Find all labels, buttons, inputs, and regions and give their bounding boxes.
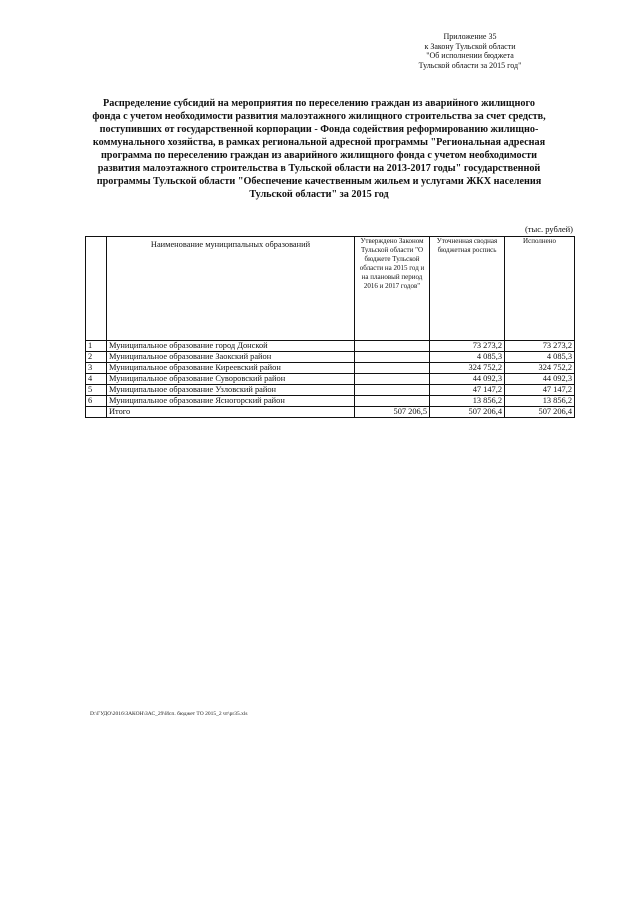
total-approved: 507 206,5 xyxy=(355,407,430,418)
appendix-line: Тульской области за 2015 год" xyxy=(418,60,522,70)
row-executed: 4 085,3 xyxy=(505,352,575,363)
row-revised: 324 752,2 xyxy=(430,363,505,374)
row-name: Муниципальное образование Заокский район xyxy=(107,352,355,363)
row-executed: 44 092,3 xyxy=(505,374,575,385)
table-row xyxy=(86,385,575,396)
units-label: (тыс. рублей) xyxy=(524,224,573,234)
appendix-line: "Об исполнении бюджета xyxy=(426,51,514,60)
row-executed: 324 752,2 xyxy=(505,363,575,374)
row-name: Муниципальное образование Ясногорский район xyxy=(107,396,355,407)
table-row xyxy=(86,396,575,407)
header-executed: Исполнено xyxy=(505,237,575,341)
row-revised: 13 856,2 xyxy=(430,396,505,407)
row-name: Муниципальное образование Узловский район xyxy=(107,385,355,396)
appendix-line: к Закону Тульской области xyxy=(424,41,516,51)
table-header-row xyxy=(86,237,575,341)
row-executed: 73 273,2 xyxy=(505,341,575,352)
row-approved xyxy=(355,385,430,396)
header-index xyxy=(86,237,107,341)
row-executed: 13 856,2 xyxy=(505,396,575,407)
row-revised: 44 092,3 xyxy=(430,374,505,385)
row-revised: 4 085,3 xyxy=(430,352,505,363)
row-approved xyxy=(355,396,430,407)
table-row xyxy=(86,363,575,374)
row-name: Муниципальное образование Суворовский район xyxy=(107,374,355,385)
table-row xyxy=(86,341,575,352)
total-label: Итого xyxy=(107,407,355,418)
table-row xyxy=(86,352,575,363)
total-index xyxy=(86,407,107,418)
header-approved: Утверждено Законом Тульской области "О бюджете Тульской области на 2015 год и на плановый период 2016 и 2017 годов" xyxy=(355,237,430,341)
appendix-caption xyxy=(390,32,550,70)
row-name: Муниципальное образование город Донской xyxy=(107,341,355,352)
row-revised: 73 273,2 xyxy=(430,341,505,352)
document-title: Распределение субсидий на мероприятия по переселению граждан из аварийного жилищного фонда с учетом необходимости развития малоэтажного жилищного строительства за счет средств, поступивших от государственной корпорации - Фонда содействия реформированию жилищно-коммунального хозяйства, в рамках региональной адресной программы "Региональная адресная программа по переселению граждан из аварийного жилищного фонда с учетом необходимости развития малоэтажного строительства в Тульской области на 2013-2017 годы" государственной программы Тульской области "Обеспечение качественным жильем и услугами ЖКХ населения Тульской области" за 2015 год xyxy=(92,98,546,200)
table-row xyxy=(86,374,575,385)
subsidy-table xyxy=(85,236,575,418)
row-index: 1 xyxy=(86,341,107,352)
row-executed: 47 147,2 xyxy=(505,385,575,396)
row-index: 2 xyxy=(86,352,107,363)
row-index: 5 xyxy=(86,385,107,396)
file-path-footer: D:\ГУДО\2016\ЗАКОН\ЗАС_29\Исп. бюджет ТО 2015_2 чт\pr35.xls xyxy=(90,711,248,717)
row-approved xyxy=(355,352,430,363)
total-executed: 507 206,4 xyxy=(505,407,575,418)
row-index: 4 xyxy=(86,374,107,385)
row-name: Муниципальное образование Киреевский район xyxy=(107,363,355,374)
row-index: 6 xyxy=(86,396,107,407)
header-revised: Уточненная сводная бюджетная роспись xyxy=(430,237,505,341)
total-revised: 507 206,4 xyxy=(430,407,505,418)
header-name: Наименование муниципальных образований xyxy=(107,237,355,341)
table-total-row xyxy=(86,407,575,418)
row-revised: 47 147,2 xyxy=(430,385,505,396)
row-approved xyxy=(355,374,430,385)
row-approved xyxy=(355,363,430,374)
row-approved xyxy=(355,341,430,352)
appendix-line: Приложение 35 xyxy=(443,32,497,41)
row-index: 3 xyxy=(86,363,107,374)
